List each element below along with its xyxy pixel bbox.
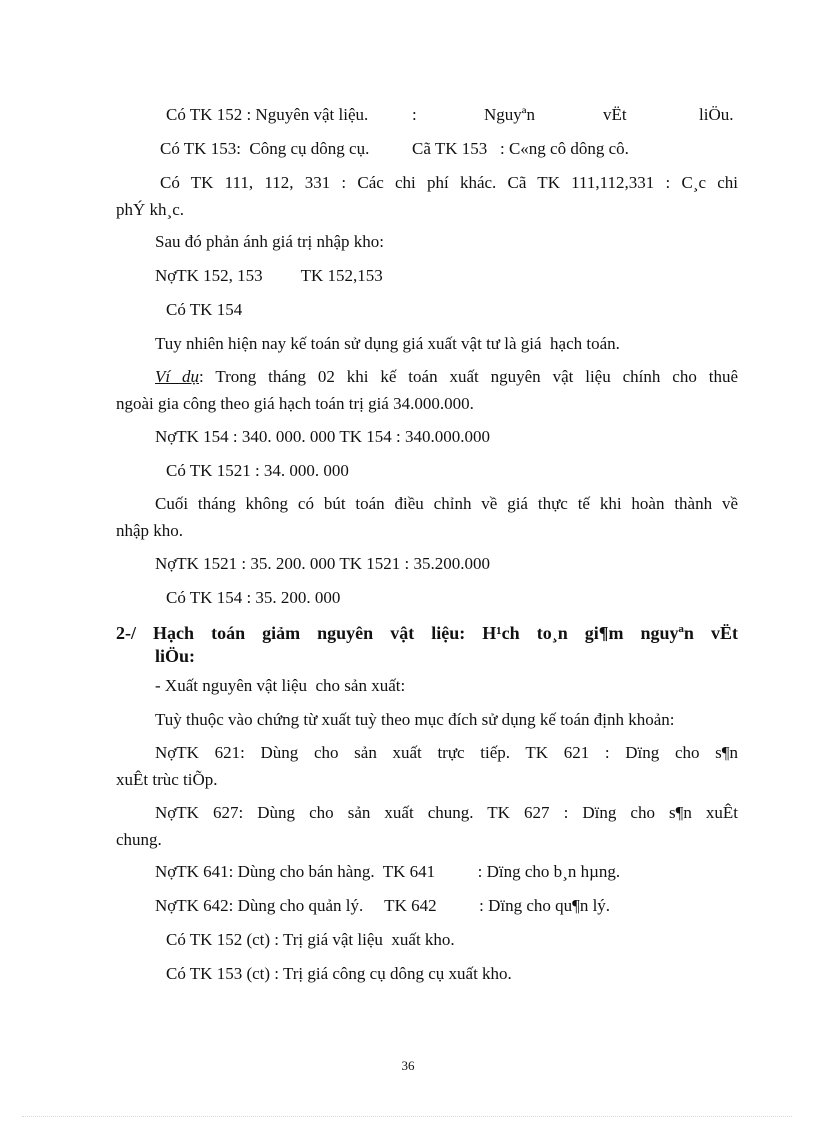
text-line: NợTK 152, 153 TK 152,153: [155, 266, 383, 285]
page-bottom-divider: [22, 1116, 792, 1117]
example-label: Ví dụ: [155, 367, 200, 386]
text-line: Có TK 153 (ct) : Trị giá công cụ dông cụ xuất kho.: [166, 964, 512, 983]
text-line: Có TK 154 : 35. 200. 000: [166, 588, 341, 607]
text-line: xuÊt trùc tiÕp.: [116, 770, 218, 789]
text-line: liÖu.: [699, 105, 734, 124]
text-line: Có TK 152 (ct) : Trị giá vật liệu xuất kho.: [166, 930, 455, 949]
text-line: Cuối tháng không có bút toán điều chỉnh về giá thực tế khi hoàn thành về: [155, 494, 738, 513]
text-line: NợTK 641: Dùng cho bán hàng. TK 641 : Dïng cho b¸n hµng.: [155, 862, 621, 881]
text-line: : Trong tháng 02 khi kế toán xuất nguyên vật liệu chính cho thuê: [199, 367, 739, 386]
text-line: Có TK 154: [166, 300, 243, 319]
text-line: Có TK 152 : Nguyên vật liệu.: [166, 105, 369, 124]
text-line: NợTK 154 : 340. 000. 000 TK 154 : 340.000.000: [155, 427, 490, 446]
text-line: Tuy nhiên hiện nay kế toán sử dụng giá xuất vật tư là giá hạch toán.: [155, 334, 620, 353]
text-line: NợTK 621: Dùng cho sản xuất trực tiếp. TK 621 : Dïng cho s¶n: [155, 743, 738, 762]
text-line: nhập kho.: [116, 521, 184, 540]
text-line: Có TK 153: Công cụ dông cụ.: [160, 139, 370, 158]
text-line: Cã TK 153 : C«ng cô dông cô.: [412, 139, 629, 158]
text-line: Nguyªn: [484, 105, 535, 124]
text-line: Tuỳ thuộc vào chứng từ xuất tuỳ theo mục đích sử dụng kế toán định khoản:: [155, 710, 675, 729]
text-line: Sau đó phản ánh giá trị nhập kho:: [155, 232, 384, 251]
text-line: Có TK 111, 112, 331 : Các chi phí khác. Cã TK 111,112,331 : C¸c chi: [160, 173, 738, 192]
text-line: NợTK 642: Dùng cho quản lý. TK 642 : Dïng cho qu¶n lý.: [155, 896, 611, 915]
text-line: - Xuất nguyên vật liệu cho sản xuất:: [155, 676, 406, 695]
text-line: NợTK 627: Dùng cho sản xuất chung. TK 627 : Dïng cho s¶n xuÊt: [155, 803, 738, 822]
text-line: vËt: [603, 105, 627, 124]
text-line: chung.: [116, 830, 162, 849]
text-line: Có TK 1521 : 34. 000. 000: [166, 461, 349, 480]
page-number: 36: [401, 1058, 415, 1073]
text-line: ngoài gia công theo giá hạch toán trị giá 34.000.000.: [116, 394, 474, 413]
example-paragraph: [155, 367, 738, 387]
text-line: NợTK 1521 : 35. 200. 000 TK 1521 : 35.200.000: [155, 554, 490, 573]
text-line: phÝ kh¸c.: [116, 200, 184, 219]
section-heading: liÖu:: [155, 646, 196, 666]
section-heading: 2-/ Hạch toán giảm nguyên vật liệu: H¹ch to¸n gi¶m nguyªn vËt: [116, 623, 738, 643]
text-line: :: [412, 105, 417, 124]
